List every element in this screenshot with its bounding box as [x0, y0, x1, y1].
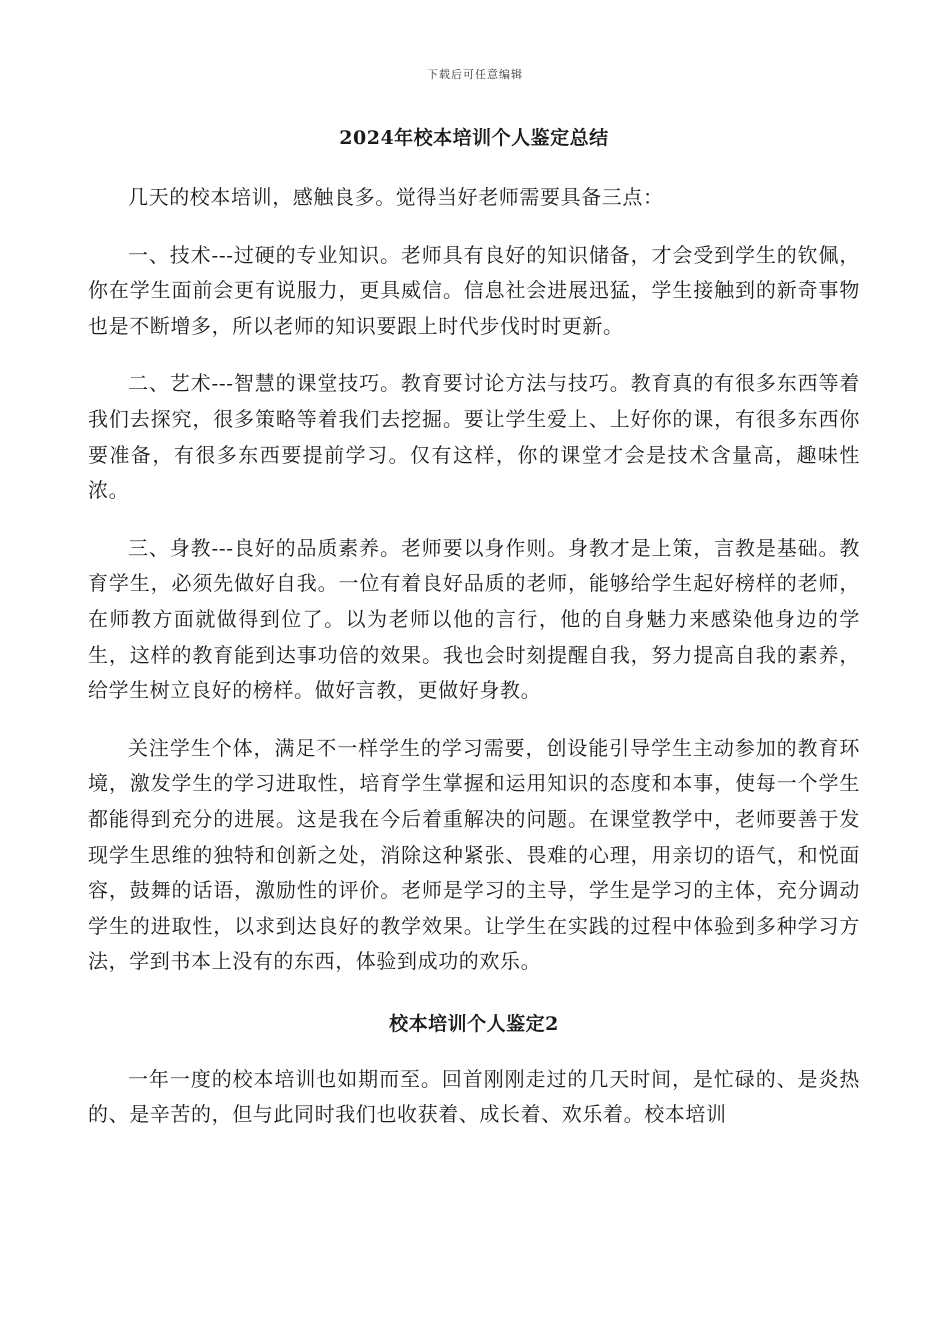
document-title: 2024年校本培训个人鉴定总结 [339, 127, 609, 149]
paragraph-intro: 几天的校本培训，感触良多。觉得当好老师需要具备三点： [128, 185, 664, 209]
document-body [88, 118, 860, 1133]
header-note: 下载后可任意编辑 [427, 68, 523, 81]
paragraph-example: 三、身教---良好的品质素养。老师要以身作则。身教才是上策，言教是基础。教育学生，必须先做好自我。一位有着良好品质的老师，能够给学生起好榜样的老师，在师教方面就做得到位了。以为老师以他的言行，他的自身魅力来感染他身边的学生，这样的教育能到达事功倍的效果。我也会时刻提醒自我，努力提高自我的素养，给学生树立良好的榜样。做好言教，更做好身教。 [88, 535, 860, 703]
paragraph-art: 二、艺术---智慧的课堂技巧。教育要讨论方法与技巧。教育真的有很多东西等着我们去探究，很多策略等着我们去挖掘。要让学生爱上、上好你的课，有很多东西你要准备，有很多东西要提前学习。仅有这样，你的课堂才会是技术含量高，趣味性浓。 [88, 371, 860, 503]
paragraph-section2-intro: 一年一度的校本培训也如期而至。回首刚刚走过的几天时间，是忙碌的、是炎热的、是辛苦的，但与此同时我们也收获着、成长着、欢乐着。校本培训 [88, 1066, 860, 1127]
paragraph-skill: 一、技术---过硬的专业知识。老师具有良好的知识储备，才会受到学生的钦佩，你在学生面前会更有说服力，更具威信。信息社会进展迅猛，学生接触到的新奇事物也是不断增多，所以老师的知识要跟上时代步伐时时更新。 [88, 242, 860, 338]
section-title-2: 校本培训个人鉴定2 [389, 1012, 559, 1035]
paragraph-student-focus: 关注学生个体，满足不一样学生的学习需要，创设能引导学生主动参加的教育环境，激发学生的学习进取性，培育学生掌握和运用知识的态度和本事，使每一个学生都能得到充分的进展。这是我在今后着重解决的问题。在课堂教学中，老师要善于发现学生思维的独特和创新之处，消除这种紧张、畏难的心理，用亲切的语气，和悦面容，鼓舞的话语，激励性的评价。老师是学习的主导，学生是学习的主体，充分调动学生的进取性，以求到达良好的教学效果。让学生在实践的过程中体验到多种学习方法，学到书本上没有的东西，体验到成功的欢乐。 [88, 735, 860, 974]
